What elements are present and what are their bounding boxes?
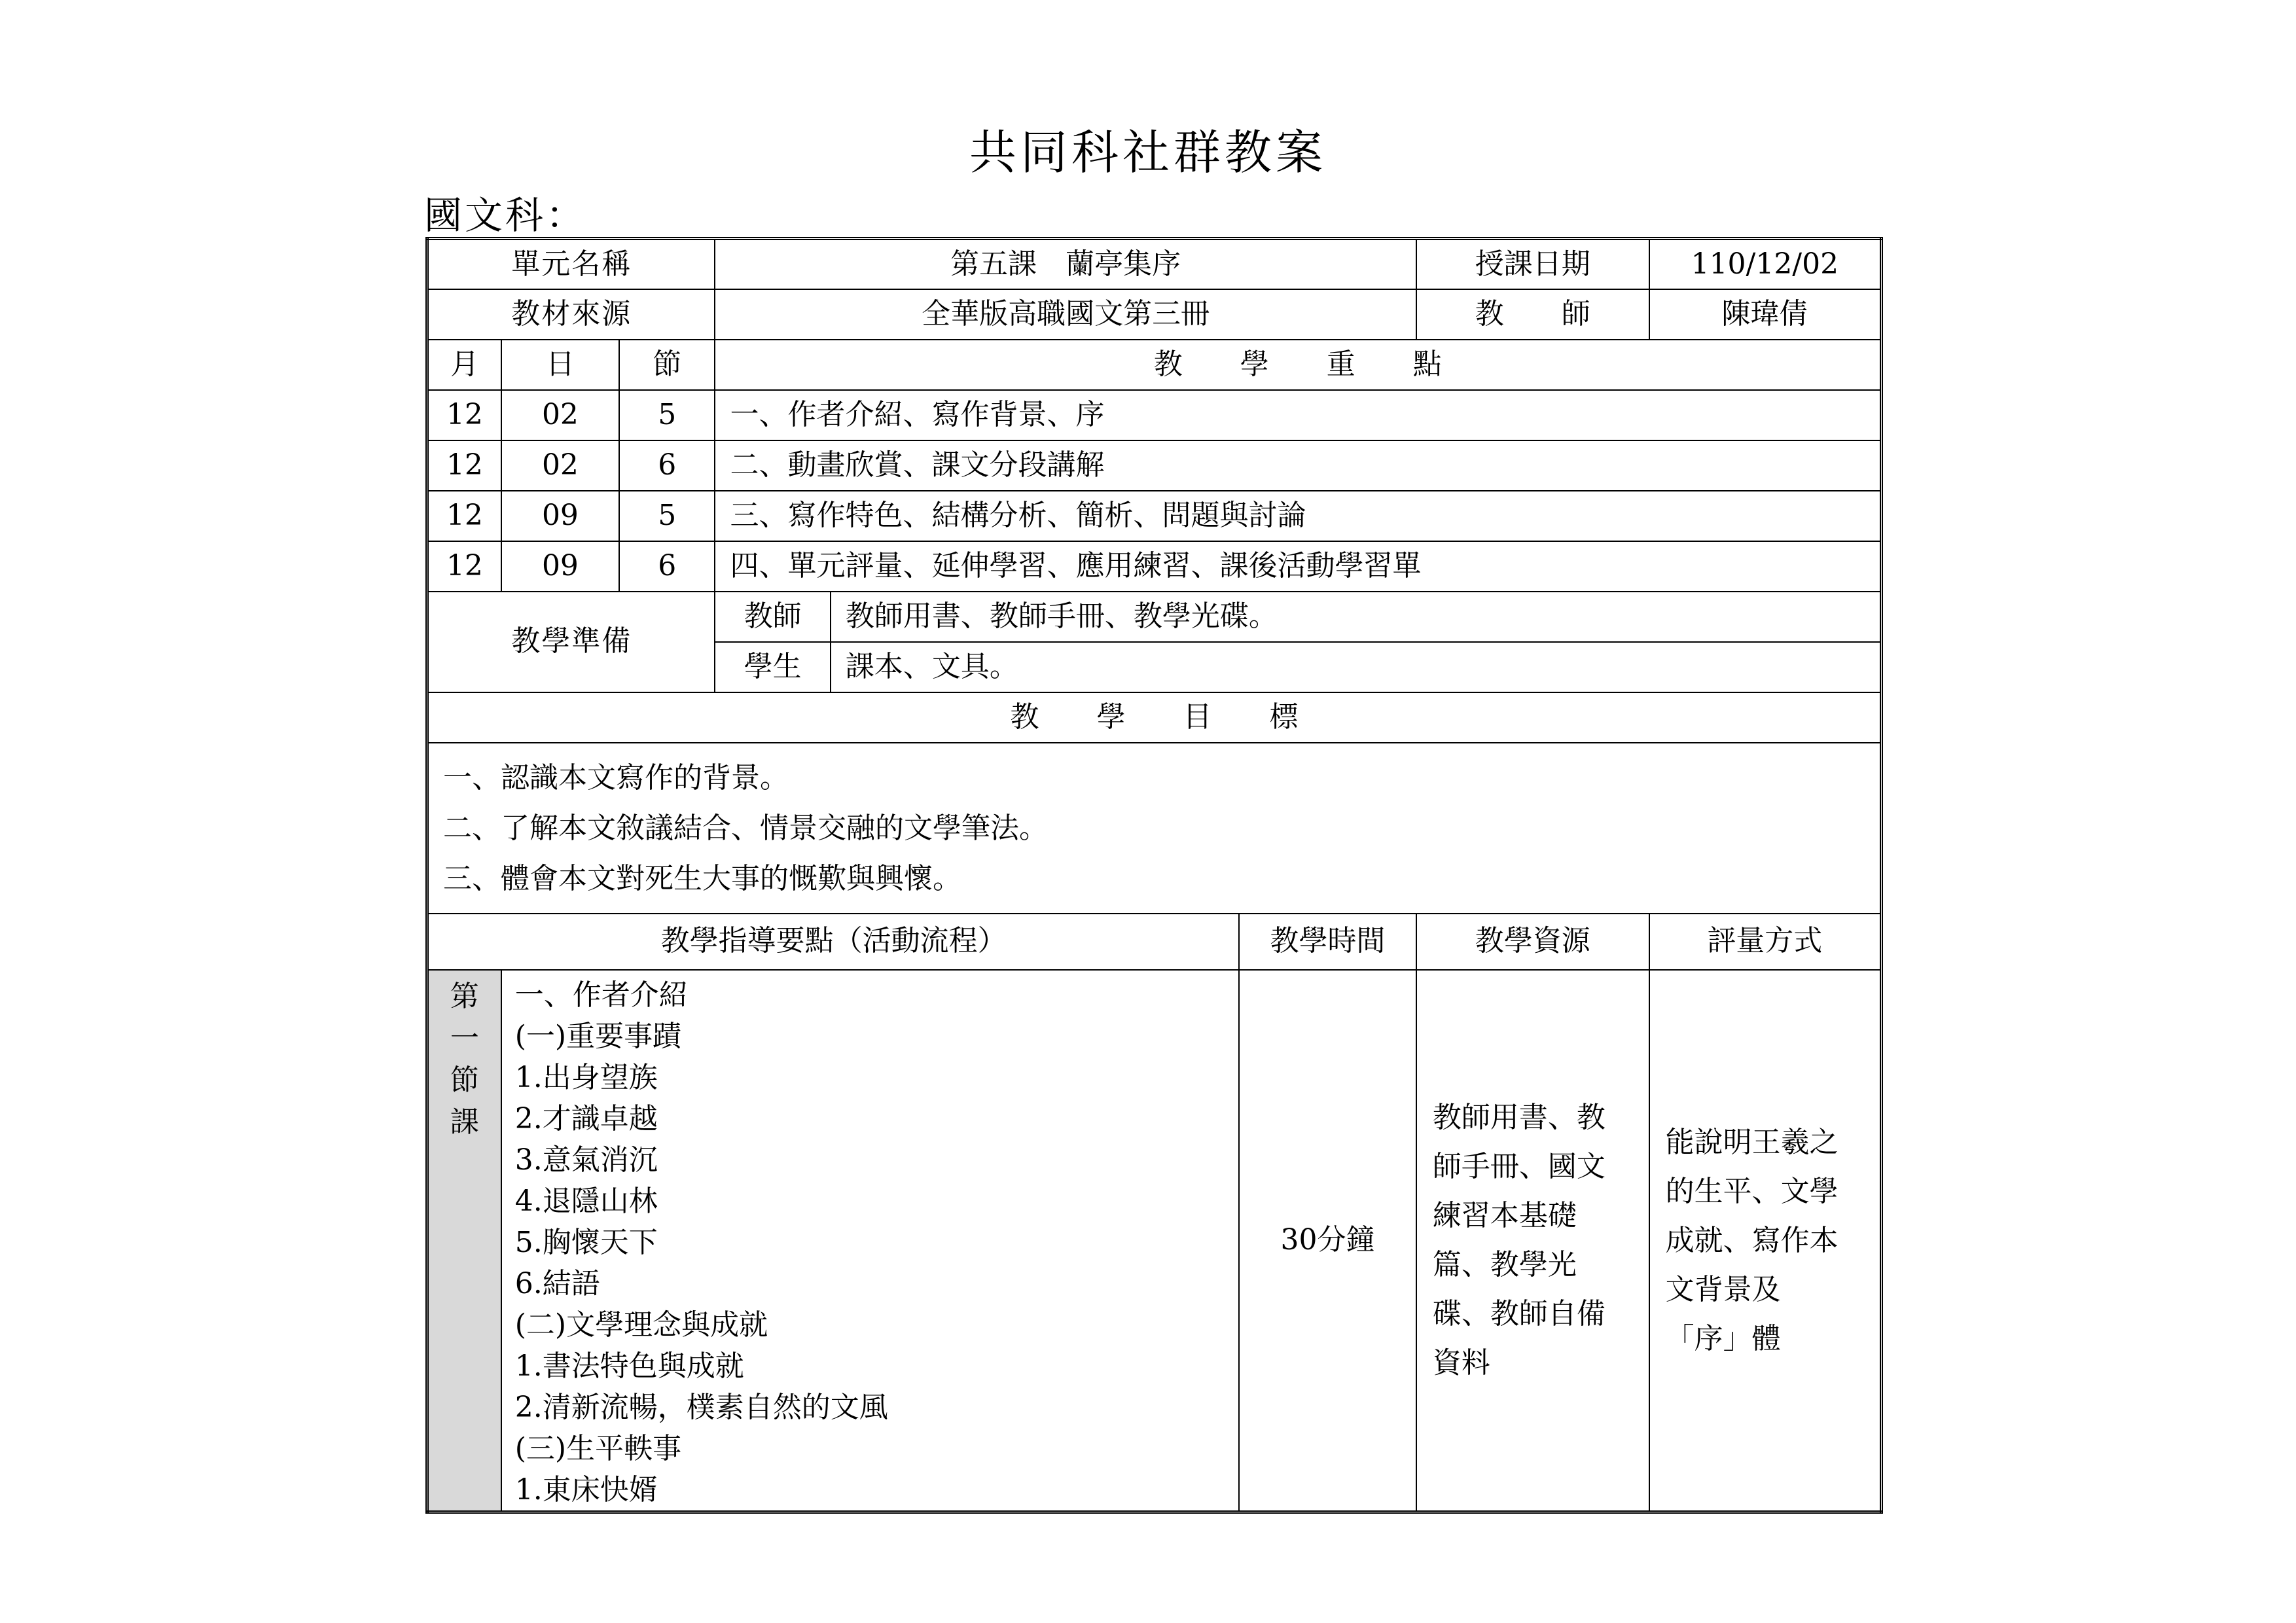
preparation-student-label: 學生 <box>715 642 830 692</box>
schedule-day: 09 <box>501 541 619 592</box>
schedule-focus: 三、寫作特色、結構分析、簡析、問題與討論 <box>715 491 1881 541</box>
unit-name-row <box>427 239 1882 289</box>
activity-item: 5.胸懷天下 <box>514 1225 658 1259</box>
lesson-plan-table <box>425 237 1883 1514</box>
schedule-header-row <box>427 340 1882 390</box>
unit-name-value: 第五課 蘭亭集序 <box>715 239 1416 289</box>
schedule-period: 6 <box>619 541 715 592</box>
month-header: 月 <box>427 340 501 390</box>
lesson-time: 30分鐘 <box>1239 970 1416 1512</box>
preparation-teacher-value: 教師用書、教師手冊、教學光碟。 <box>831 592 1882 642</box>
source-value: 全華版高職國文第三冊 <box>715 289 1416 340</box>
activity-item: 一、作者介紹 <box>514 978 688 1012</box>
activity-item: 1.東床快婿 <box>514 1472 658 1507</box>
objective-item: 三、體會本文對死生大事的慨歎與興懷。 <box>443 861 961 895</box>
date-value: 110/12/02 <box>1649 239 1882 289</box>
activity-item: (三)生平軼事 <box>514 1431 682 1465</box>
schedule-month: 12 <box>427 491 501 541</box>
activity-item: 2.清新流暢，樸素自然的文風 <box>514 1390 888 1424</box>
lesson-row <box>427 970 1882 1512</box>
schedule-row <box>427 390 1882 440</box>
schedule-row <box>427 491 1882 541</box>
schedule-period: 5 <box>619 390 715 440</box>
schedule-focus: 一、作者介紹、寫作背景、序 <box>715 390 1881 440</box>
page-title: 共同科社群教案 <box>969 125 1327 180</box>
activity-header-row <box>427 914 1882 970</box>
activity-item: (一)重要事蹟 <box>514 1019 682 1053</box>
flow-header: 教學指導要點（活動流程） <box>427 914 1240 970</box>
subject-label: 國文科： <box>424 193 587 238</box>
teacher-label: 教 師 <box>1416 289 1649 340</box>
schedule-month: 12 <box>427 440 501 491</box>
schedule-period: 5 <box>619 491 715 541</box>
activity-flow <box>501 970 1240 1512</box>
assessment-header: 評量方式 <box>1649 914 1882 970</box>
schedule-day: 09 <box>501 491 619 541</box>
schedule-day: 02 <box>501 440 619 491</box>
time-header: 教學時間 <box>1239 914 1416 970</box>
teacher-value: 陳瑋倩 <box>1649 289 1882 340</box>
unit-name-label: 單元名稱 <box>427 239 715 289</box>
period-header: 節 <box>619 340 715 390</box>
preparation-student-value: 課本、文具。 <box>831 642 1882 692</box>
day-header: 日 <box>501 340 619 390</box>
preparation-label: 教學準備 <box>427 592 715 692</box>
lesson-label: 第 一 節 課 <box>427 970 501 1512</box>
objectives-header: 教 學 目 標 <box>427 692 1882 743</box>
activity-item: 6.結語 <box>514 1266 600 1300</box>
preparation-teacher-label: 教師 <box>715 592 830 642</box>
date-label: 授課日期 <box>1416 239 1649 289</box>
objectives-list <box>427 743 1882 914</box>
objective-item: 一、認識本文寫作的背景。 <box>443 760 789 794</box>
schedule-focus: 四、單元評量、延伸學習、應用練習、課後活動學習單 <box>715 541 1881 592</box>
schedule-row <box>427 541 1882 592</box>
schedule-day: 02 <box>501 390 619 440</box>
activity-item: 4.退隱山林 <box>514 1184 658 1218</box>
resources-header: 教學資源 <box>1416 914 1649 970</box>
objectives-header-row <box>427 692 1882 743</box>
preparation-teacher-row <box>427 592 1882 642</box>
lesson-assessment: 能說明王羲之 的生平、文學 成就、寫作本 文背景及 「序」體 <box>1649 970 1882 1512</box>
activity-item: 2.才識卓越 <box>514 1101 658 1135</box>
schedule-month: 12 <box>427 541 501 592</box>
lesson-resources: 教師用書、教 師手冊、國文 練習本基礎 篇、教學光 碟、教師自備 資料 <box>1416 970 1649 1512</box>
objective-item: 二、了解本文敘議結合、情景交融的文學筆法。 <box>443 811 1048 845</box>
objectives-row <box>427 743 1882 914</box>
schedule-period: 6 <box>619 440 715 491</box>
schedule-focus: 二、動畫欣賞、課文分段講解 <box>715 440 1881 491</box>
focus-header: 教 學 重 點 <box>715 340 1881 390</box>
schedule-row <box>427 440 1882 491</box>
source-label: 教材來源 <box>427 289 715 340</box>
schedule-month: 12 <box>427 390 501 440</box>
source-row <box>427 289 1882 340</box>
activity-item: 1.書法特色與成就 <box>514 1349 744 1383</box>
activity-item: 1.出身望族 <box>514 1060 658 1094</box>
activity-item: 3.意氣消沉 <box>514 1143 658 1177</box>
activity-item: (二)文學理念與成就 <box>514 1308 768 1342</box>
